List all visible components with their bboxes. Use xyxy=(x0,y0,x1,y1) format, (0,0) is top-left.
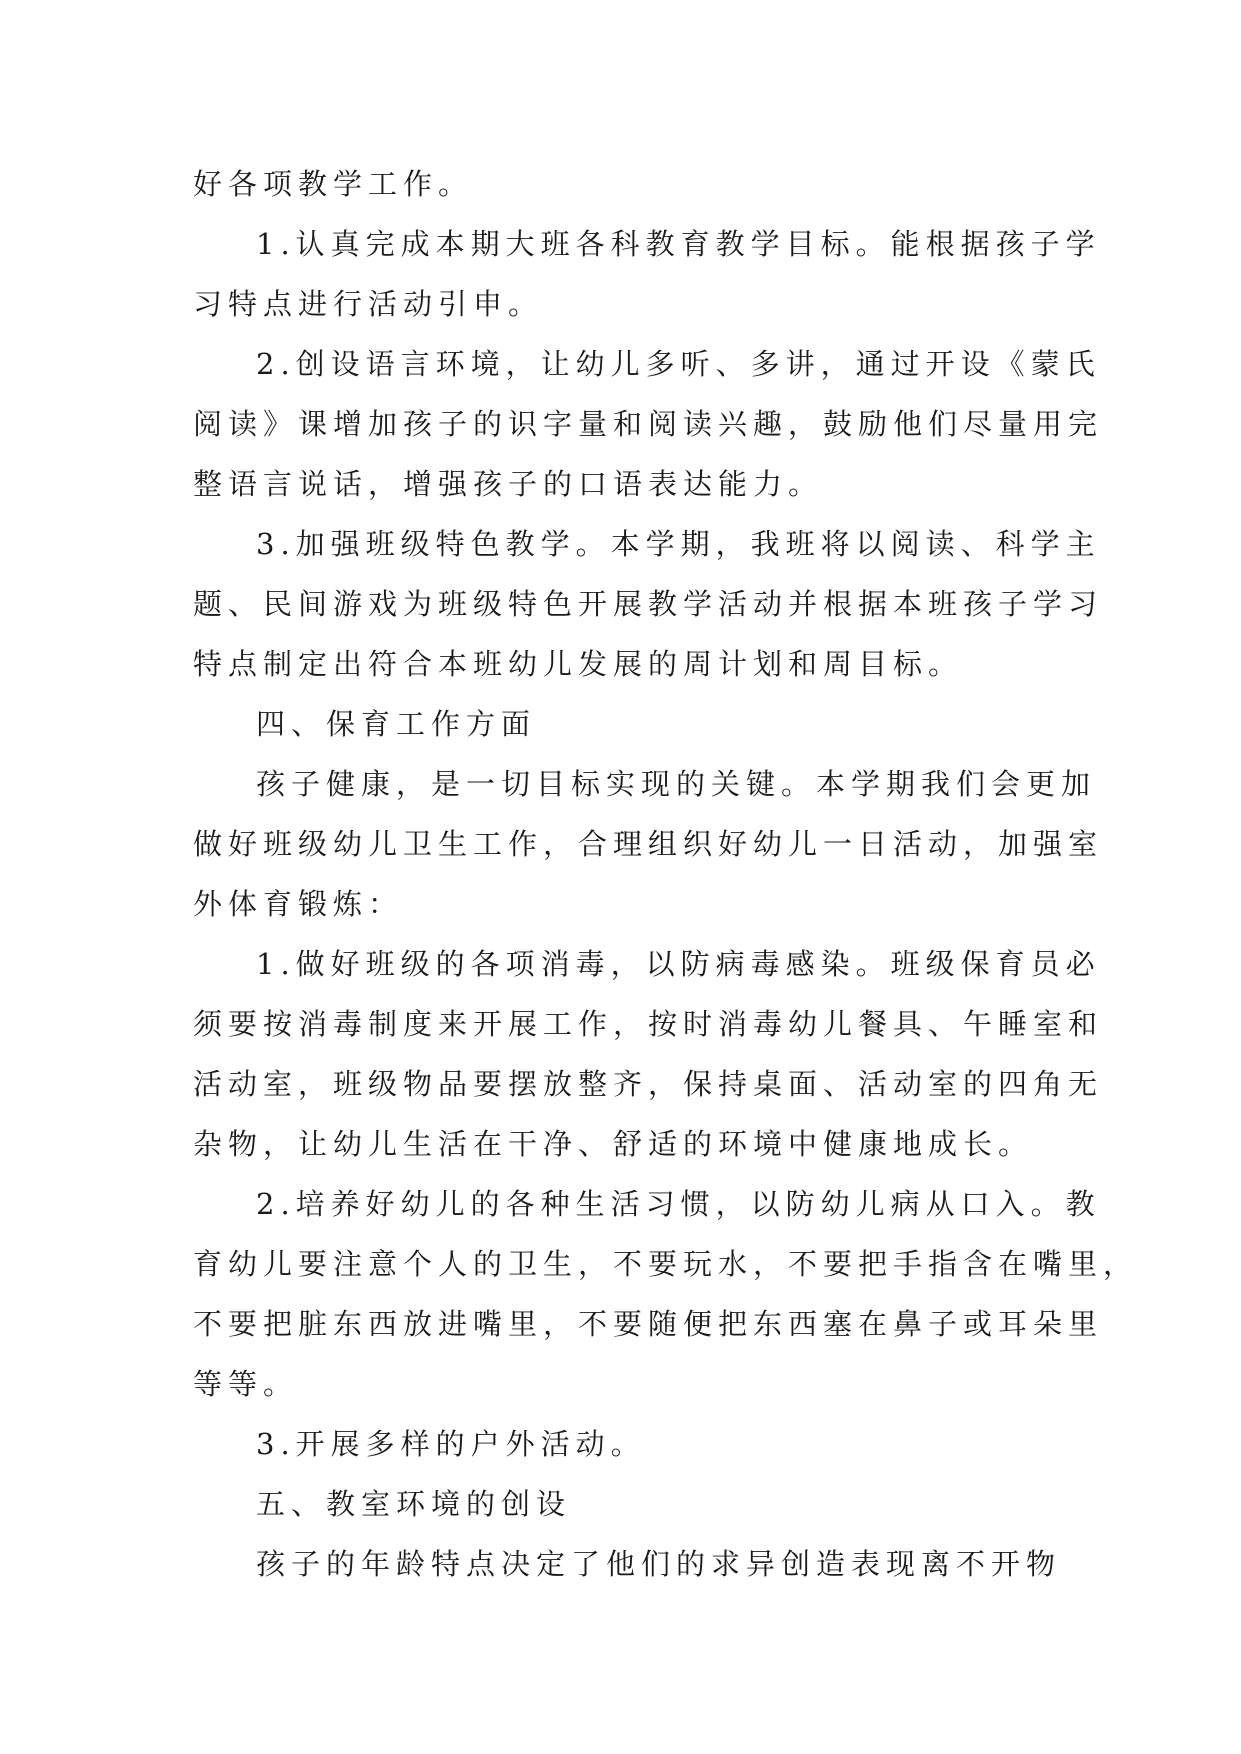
text-line: 1.做好班级的各项消毒，以防病毒感染。班级保育员必 xyxy=(256,947,1101,981)
text-line: 题、民间游戏为班级特色开展教学活动并根据本班孩子学习 xyxy=(193,587,1104,621)
text-line: 3.开展多样的户外活动。 xyxy=(256,1427,646,1461)
text-line: 外体育锻炼： xyxy=(193,887,404,921)
text-line: 好各项教学工作。 xyxy=(193,167,474,201)
text-line: 1.认真完成本期大班各科教育教学目标。能根据孩子学 xyxy=(256,227,1101,261)
text-line: 2.创设语言环境，让幼儿多听、多讲，通过开设《蒙氏 xyxy=(256,347,1101,381)
section-heading: 四、保育工作方面 xyxy=(256,707,537,741)
text-line: 等等。 xyxy=(193,1367,299,1401)
text-line: 3.加强班级特色教学。本学期，我班将以阅读、科学主 xyxy=(256,527,1101,561)
text-line: 2.培养好幼儿的各种生活习惯，以防幼儿病从口入。教 xyxy=(256,1187,1101,1221)
text-line: 杂物，让幼儿生活在干净、舒适的环境中健康地成长。 xyxy=(193,1127,1034,1161)
text-line: 不要把脏东西放进嘴里，不要随便把东西塞在鼻子或耳朵里 xyxy=(193,1307,1104,1341)
text-line: 阅读》课增加孩子的识字量和阅读兴趣，鼓励他们尽量用完 xyxy=(193,407,1104,441)
text-line: 做好班级幼儿卫生工作，合理组织好幼儿一日活动，加强室 xyxy=(193,827,1104,861)
text-line: 须要按消毒制度来开展工作，按时消毒幼儿餐具、午睡室和 xyxy=(193,1007,1104,1041)
text-line: 孩子的年龄特点决定了他们的求异创造表现离不开物 xyxy=(256,1547,1062,1581)
text-line: 习特点进行活动引申。 xyxy=(193,287,544,321)
text-line: 活动室，班级物品要摆放整齐，保持桌面、活动室的四角无 xyxy=(193,1067,1104,1101)
text-line: 育幼儿要注意个人的卫生，不要玩水，不要把手指含在嘴里， xyxy=(193,1247,1139,1281)
text-line: 孩子健康，是一切目标实现的关键。本学期我们会更加 xyxy=(256,767,1097,801)
section-heading: 五、教室环境的创设 xyxy=(256,1487,572,1521)
text-line: 整语言说话，增强孩子的口语表达能力。 xyxy=(193,467,824,501)
text-line: 特点制定出符合本班幼儿发展的周计划和周目标。 xyxy=(193,647,964,681)
